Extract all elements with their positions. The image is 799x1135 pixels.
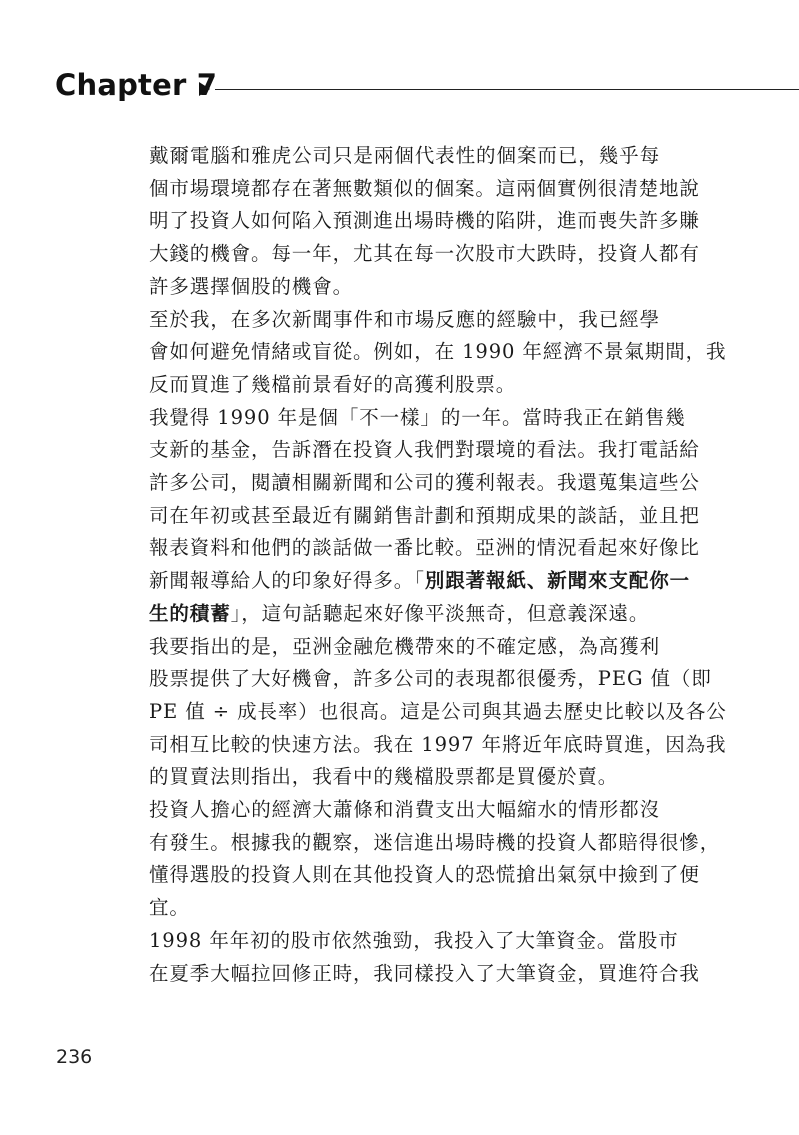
text-line: 報表資料和他們的談話做一番比較。亞洲的情況看起來好像比 bbox=[149, 536, 700, 560]
chapter-arrow-icon bbox=[199, 82, 210, 96]
chapter-header bbox=[55, 62, 799, 112]
text-line: 投資人擔心的經濟大蕭條和消費支出大幅縮水的情形都沒 bbox=[149, 798, 660, 822]
text-line: 股票提供了大好機會，許多公司的表現都很優秀，PEG 值（即 bbox=[149, 667, 712, 691]
text-line bbox=[110, 598, 660, 631]
paragraph-6 bbox=[110, 925, 700, 990]
text-run: 新聞報導給人的印象好得多。「 bbox=[149, 569, 425, 593]
bold-quote: 生的積蓄 bbox=[149, 601, 231, 625]
text-line: 會如何避免情緒或盲從。例如，在 1990 年經濟不景氣期間，我 bbox=[149, 340, 727, 364]
page-number: 236 bbox=[56, 1046, 93, 1068]
text-line: 個市場環境都存在著無數類似的個案。這兩個實例很清楚地說 bbox=[149, 176, 700, 200]
text-line: 許多選擇個股的機會。 bbox=[149, 274, 354, 298]
chapter-title: Chapter 7 bbox=[55, 68, 218, 102]
text-line: 在夏季大幅拉回修正時，我同樣投入了大筆資金，買進符合我 bbox=[149, 961, 700, 985]
text-line bbox=[110, 565, 691, 598]
body-text bbox=[110, 140, 727, 990]
text-line: 宜。 bbox=[149, 896, 190, 920]
text-line: 我要指出的是，亞洲金融危機帶來的不確定感，為高獲利 bbox=[149, 634, 660, 658]
text-line: 許多公司，閱讀相關新聞和公司的獲利報表。我還蒐集這些公 bbox=[149, 471, 700, 495]
text-line: 我覺得 1990 年是個「不一樣」的一年。當時我正在銷售幾 bbox=[149, 405, 686, 429]
text-line: 大錢的機會。每一年，尤其在每一次股市大跌時，投資人都有 bbox=[149, 242, 700, 266]
text-line: 明了投資人如何陷入預測進出場時機的陷阱，進而喪失許多賺 bbox=[149, 209, 700, 233]
paragraph-5 bbox=[110, 794, 721, 925]
text-run: 」，這句話聽起來好像平淡無奇，但意義深遠。 bbox=[230, 601, 650, 625]
text-line: 的買賣法則指出，我看中的幾檔股票都是買優於賣。 bbox=[149, 765, 619, 789]
text-line: 司相互比較的快速方法。我在 1997 年將近年底時買進，因為我 bbox=[149, 732, 727, 756]
text-line: PE 值 ÷ 成長率）也很高。這是公司與其過去歷史比較以及各公 bbox=[149, 699, 727, 723]
paragraph-3 bbox=[110, 402, 700, 631]
text-line: 有發生。根據我的觀察，迷信進出場時機的投資人都賠得很慘， bbox=[149, 830, 721, 854]
paragraph-2 bbox=[110, 304, 727, 402]
text-line: 至於我，在多次新聞事件和市場反應的經驗中，我已經學 bbox=[149, 307, 660, 331]
text-line: 支新的基金，告訴潛在投資人我們對環境的看法。我打電話給 bbox=[149, 438, 700, 462]
text-line: 反而買進了幾檔前景看好的高獲利股票。 bbox=[149, 372, 517, 396]
chapter-rule bbox=[215, 89, 799, 90]
text-line: 戴爾電腦和雅虎公司只是兩個代表性的個案而已，幾乎每 bbox=[149, 144, 660, 167]
paragraph-4 bbox=[110, 631, 727, 795]
text-line: 司在年初或甚至最近有關銷售計劃和預期成果的談話，並且把 bbox=[149, 503, 700, 527]
text-line: 懂得選股的投資人則在其他投資人的恐慌搶出氣氛中撿到了便 bbox=[149, 863, 700, 887]
paragraph-1 bbox=[110, 140, 700, 304]
text-line: 1998 年年初的股市依然強勁，我投入了大筆資金。當股市 bbox=[149, 928, 679, 952]
bold-quote: 別跟著報紙、新聞來支配你一 bbox=[424, 569, 691, 593]
